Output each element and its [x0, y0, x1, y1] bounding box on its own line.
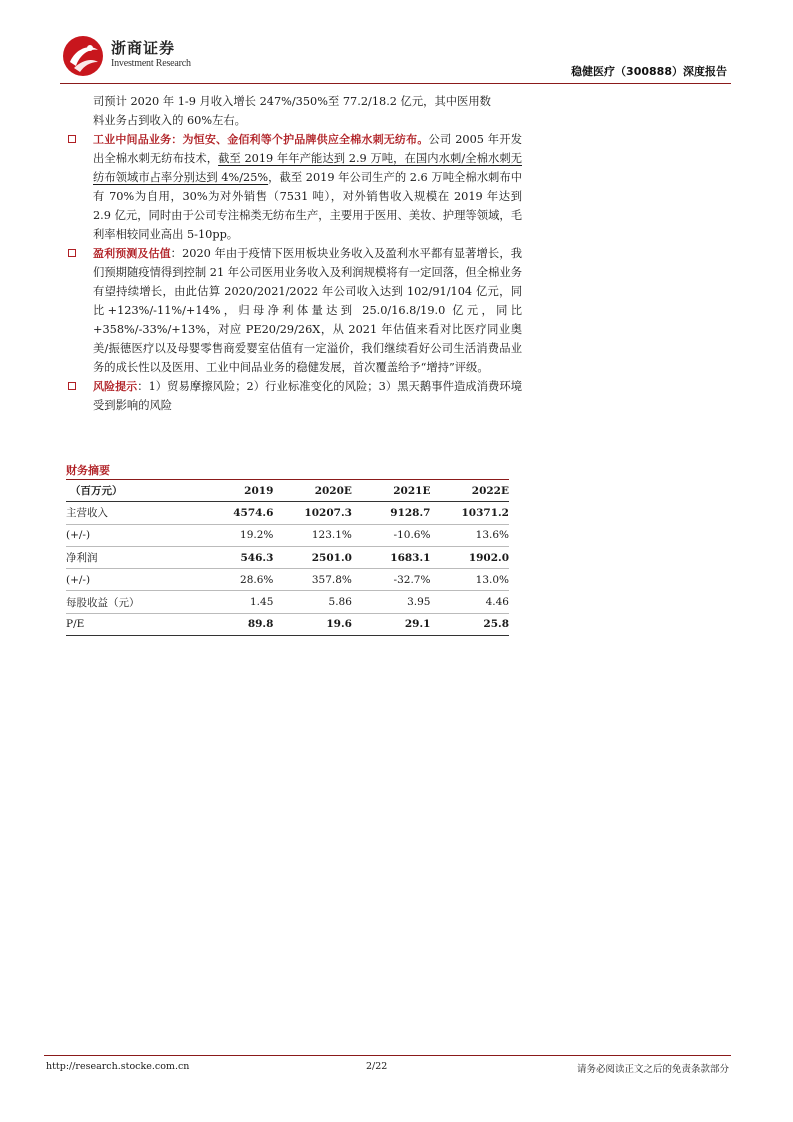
row-label: (+/-): [66, 569, 195, 591]
table-cell: 5.86: [273, 591, 352, 613]
checkbox-bullet-icon: [68, 249, 76, 257]
table-cell: -10.6%: [352, 524, 431, 546]
table-row: [66, 546, 509, 568]
table-cell: 357.8%: [273, 569, 352, 591]
column-header: 2021E: [352, 480, 431, 502]
table-row: [66, 502, 509, 524]
table-cell: 2501.0: [273, 546, 352, 568]
table-row: [66, 569, 509, 591]
footer-divider: [44, 1055, 731, 1056]
bullet-keyword: 工业中间品业务：为恒安、金佰利等个护品牌供应全棉水刺无纺布。: [93, 133, 429, 146]
table-cell: 1.45: [195, 591, 274, 613]
table-cell: 19.6: [273, 613, 352, 635]
table-cell: 10371.2: [430, 502, 509, 524]
bullet-industrial: [66, 130, 522, 244]
table-cell: -32.7%: [352, 569, 431, 591]
row-label: P/E: [66, 613, 195, 635]
table-cell: 89.8: [195, 613, 274, 635]
row-label: 净利润: [66, 546, 195, 568]
table-cell: 10207.3: [273, 502, 352, 524]
page-number: 2/22: [366, 1061, 388, 1072]
bullet-forecast: [66, 244, 522, 377]
row-label: (+/-): [66, 524, 195, 546]
column-header: 2019: [195, 480, 274, 502]
bullet-underlined-text: 截至 2019 年年产能达到 2.9 万吨，在国内水刺/全棉水刺无纺布领域市占率分别达到 4%/25%: [93, 152, 522, 184]
table-cell: 13.0%: [430, 569, 509, 591]
table-cell: 1902.0: [430, 546, 509, 568]
table-row: [66, 613, 509, 635]
row-label: 每股收益（元）: [66, 591, 195, 613]
header-divider: [60, 83, 731, 84]
intro-paragraph: [66, 92, 522, 130]
brand-name-cn: 浙商证券: [111, 39, 176, 57]
table-cell: 546.3: [195, 546, 274, 568]
column-header: 2022E: [430, 480, 509, 502]
bullet-risk: [66, 377, 522, 415]
intro-line-1: 司预计 2020 年 1-9 月收入增长 247%/350%至 77.2/18.2 亿元，其中医用数: [93, 95, 491, 108]
table-row: [66, 591, 509, 613]
table-cell: 1683.1: [352, 546, 431, 568]
logo-mark-icon: [60, 34, 106, 78]
bullet-text-tail: ，截至 2019 年公司生产的 2.6 万吨全棉水刺布中有 70%为自用，30%为对外销售（7531 吨），对外销售收入规模在 2019 年达到 2.9 亿元，同时由于公司专注棉类无纺布生产，主要用于医用、美妆、护理等领域，毛利率相较同业高出 5-10pp。: [93, 171, 522, 241]
table-cell: 13.6%: [430, 524, 509, 546]
report-title: 稳健医疗（300888）深度报告: [571, 65, 727, 78]
bullet-keyword: 风险提示: [93, 380, 138, 393]
table-cell: 123.1%: [273, 524, 352, 546]
row-label: 主营收入: [66, 502, 195, 524]
table-cell: 3.95: [352, 591, 431, 613]
table-cell: 4.46: [430, 591, 509, 613]
report-body: [66, 92, 522, 415]
company-logo: [60, 34, 210, 78]
table-cell: 4574.6: [195, 502, 274, 524]
brand-name-en: Investment Research: [111, 58, 191, 69]
bullet-text: ：1）贸易摩擦风险；2）行业标准变化的风险；3）黑天鹅事件造成消费环境受到影响的风险: [93, 380, 522, 412]
bullet-keyword: 盈利预测及估值: [93, 247, 171, 260]
table-title: 财务摘要: [66, 464, 110, 477]
intro-line-2: 料业务占到收入的 60%左右。: [93, 114, 246, 127]
column-header: 2020E: [273, 480, 352, 502]
table-cell: 29.1: [352, 613, 431, 635]
checkbox-bullet-icon: [68, 135, 76, 143]
checkbox-bullet-icon: [68, 382, 76, 390]
table-cell: 9128.7: [352, 502, 431, 524]
table-row: [66, 524, 509, 546]
footer-disclaimer: 请务必阅读正文之后的免责条款部分: [576, 1064, 729, 1075]
column-header: （百万元）: [66, 480, 195, 502]
financial-summary-table: [66, 480, 509, 636]
table-cell: 19.2%: [195, 524, 274, 546]
bullet-text: 公司 2005 年开发出全棉水刺无纺布技术，: [93, 133, 522, 165]
table-cell: 28.6%: [195, 569, 274, 591]
footer-url-link[interactable]: http://research.stocke.com.cn: [46, 1061, 190, 1072]
bullet-text: ：2020 年由于疫情下医用板块业务收入及盈利水平都有显著增长，我们预期随疫情得到控制 21 年公司医用业务收入及利润规模将有一定回落，但全棉业务有望持续增长，由此估算 2020/2021/2022 年公司收入达到 102/91/104 亿元，同比+123%/-11%/+14%，归母净利体量达到 25.0/16.8/19.0 亿元，同比+358%/-33%/+13%，对应 PE20/29/26X，从 2021 年估值来看对比医疗同业奥美/振德医疗以及母婴零售商爱婴室估值有一定溢价，我们继续看好公司生活消费品业务的成长性以及医用、工业中间品业务的稳健发展，首次覆盖给予“增持”评级。: [93, 247, 523, 374]
table-header-row: [66, 480, 509, 502]
table-cell: 25.8: [430, 613, 509, 635]
